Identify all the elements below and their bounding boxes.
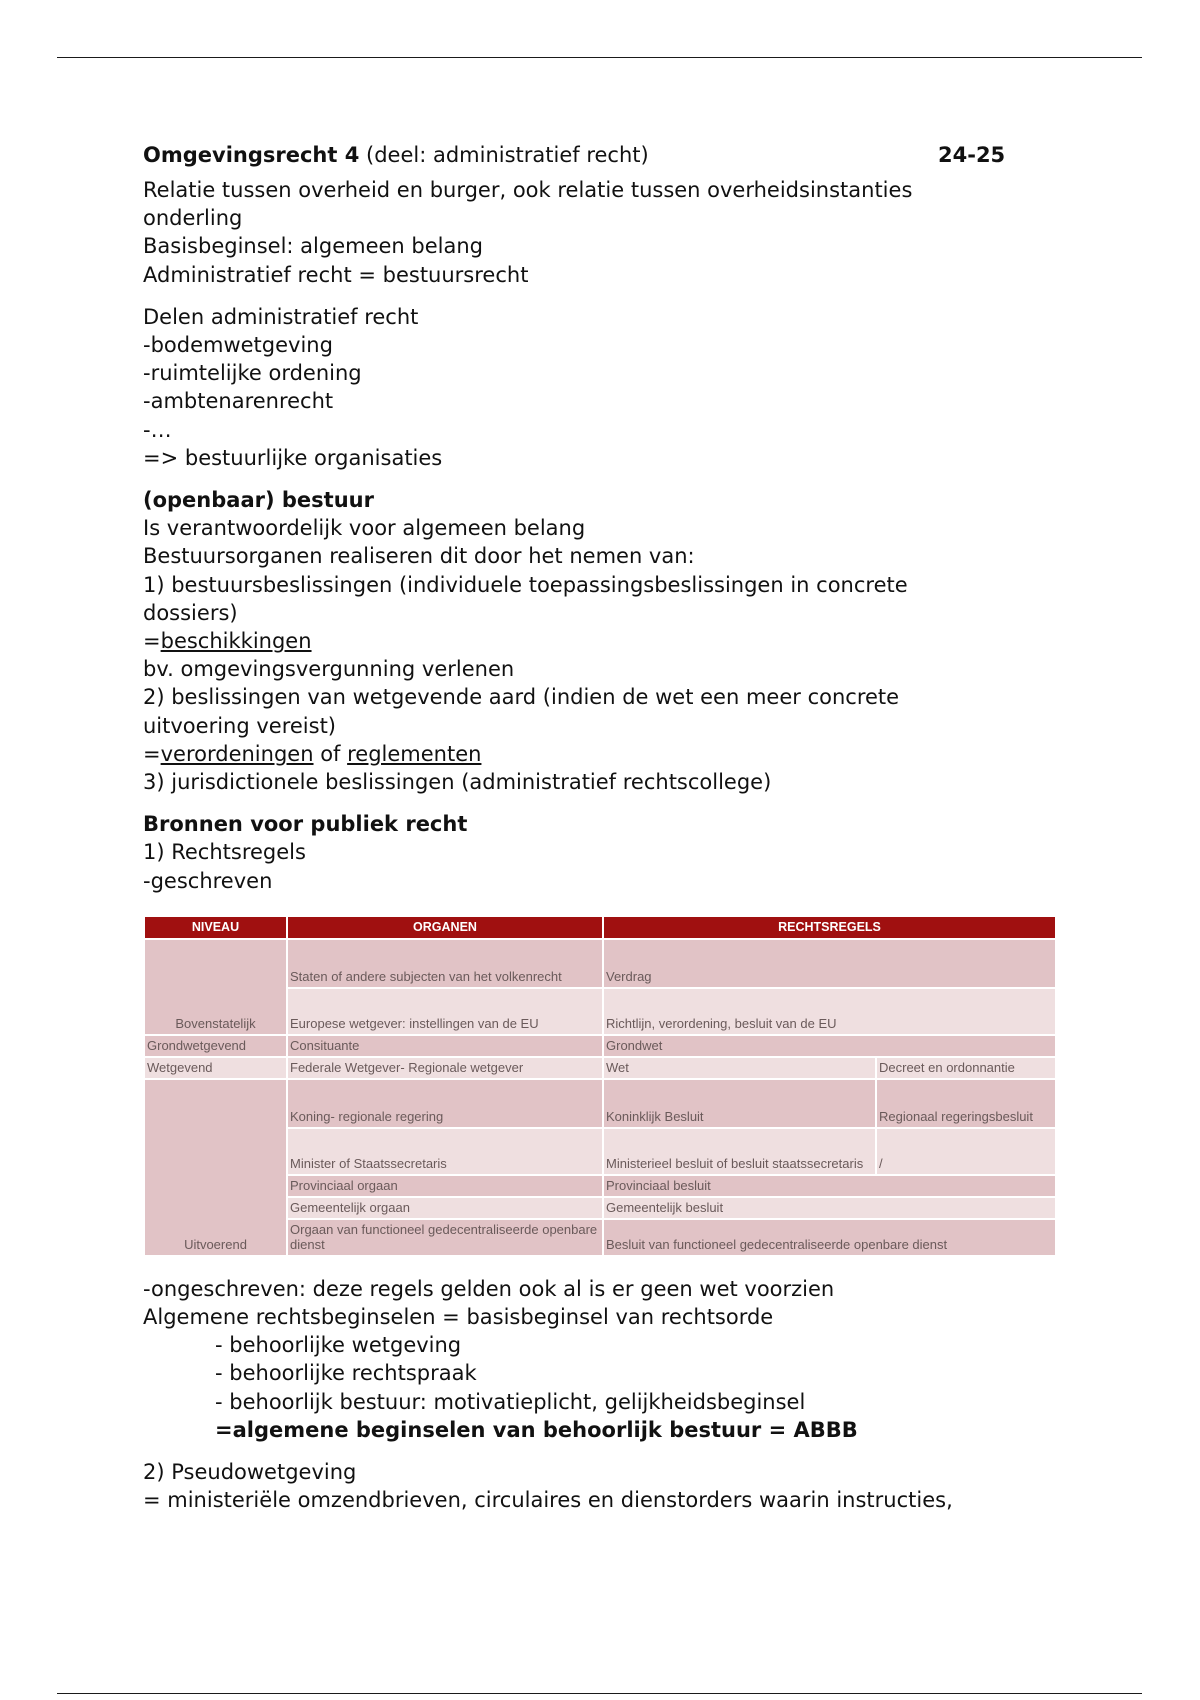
connector-text: of <box>313 741 348 766</box>
organ-cell: Orgaan van functioneel gedecentraliseerde openbare dienst <box>287 1219 603 1256</box>
regel-cell: Ministerieel besluit of besluit staatssecretaris <box>603 1128 876 1175</box>
top-rule <box>57 57 1142 58</box>
beginsel-item: - behoorlijk bestuur: motivatieplicht, gelijkheidsbeginsel <box>215 1389 806 1414</box>
intro-line: Relatie tussen overheid en burger, ook relatie tussen overheidsinstanties <box>143 178 913 202</box>
beginsel-item: - behoorlijke rechtspraak <box>215 1361 477 1386</box>
delen-item: -ambtenarenrecht <box>143 389 334 414</box>
header-niveau: NIVEAU <box>144 916 287 939</box>
bestuur-heading: (openbaar) bestuur <box>143 488 374 513</box>
verordeningen-line <box>143 740 1063 768</box>
title-subtitle: (deel: administratief recht) <box>359 143 649 167</box>
niveau-cell: Bovenstatelijk <box>144 939 287 1035</box>
bestuur-line: 3) jurisdictionele beslissingen (administratief rechtscollege) <box>143 770 772 795</box>
organ-cell: Minister of Staatssecretaris <box>287 1128 603 1175</box>
beginsel-item: - behoorlijke wetgeving <box>215 1333 462 1358</box>
document-title <box>143 140 1063 176</box>
document-page <box>143 140 1063 1515</box>
table-row <box>144 939 1056 988</box>
regel-cell: Besluit van functioneel gedecentraliseerde openbare dienst <box>603 1219 1056 1256</box>
verordeningen-term: verordeningen <box>160 741 314 766</box>
bottom-rule <box>57 1693 1142 1694</box>
header-rechtsregels: RECHTSREGELS <box>603 916 1056 939</box>
beschikkingen-term: beschikkingen <box>160 629 312 654</box>
intro-line: Administratief recht = bestuursrecht <box>143 262 529 287</box>
regel-cell: Wet <box>603 1057 876 1079</box>
bestuur-line: dossiers) <box>143 600 238 625</box>
bestuur-line: 1) bestuursbeslissingen (individuele toepassingsbeslissingen in concrete <box>143 572 908 597</box>
delen-item: -bodemwetgeving <box>143 333 333 358</box>
academic-year: 24-25 <box>938 143 1006 167</box>
regel-cell: Verdrag <box>603 939 1056 988</box>
reglementen-term: reglementen <box>347 741 482 766</box>
regel-cell: Grondwet <box>603 1035 1056 1057</box>
regel-cell: Provinciaal besluit <box>603 1175 1056 1197</box>
niveau-cell: Wetgevend <box>144 1057 287 1079</box>
rechtsbronnen-table <box>143 915 1057 1257</box>
table-row <box>144 1079 1056 1128</box>
organ-cell: Gemeentelijk orgaan <box>287 1197 603 1219</box>
bestuur-line: uitvoering vereist) <box>143 713 336 738</box>
regel-cell: Richtlijn, verordening, besluit van de EU <box>603 988 1056 1035</box>
organ-cell: Staten of andere subjecten van het volkenrecht <box>287 939 603 988</box>
regel-cell: / <box>876 1128 1056 1175</box>
title-bold: Omgevingsrecht 4 <box>143 143 360 167</box>
bestuur-line: Is verantwoordelijk voor algemeen belang <box>143 516 586 541</box>
regel-cell: Koninklijk Besluit <box>603 1079 876 1128</box>
organ-cell: Provinciaal orgaan <box>287 1175 603 1197</box>
delen-item: -ruimtelijke ordening <box>143 361 362 386</box>
niveau-cell: Uitvoerend <box>144 1079 287 1256</box>
delen-heading: Delen administratief recht <box>143 304 419 329</box>
bestuur-line: Bestuursorganen realiseren dit door het nemen van: <box>143 544 695 569</box>
equals-sign: = <box>143 741 161 766</box>
header-organen: ORGANEN <box>287 916 603 939</box>
regel-cell: Gemeentelijk besluit <box>603 1197 1056 1219</box>
bestuur-line: 2) beslissingen van wetgevende aard (indien de wet een meer concrete <box>143 685 900 710</box>
table-row <box>144 1057 1056 1079</box>
intro-line: onderling <box>143 206 243 231</box>
organ-cell: Europese wetgever: instellingen van de EU <box>287 988 603 1035</box>
bronnen-line: -geschreven <box>143 868 273 893</box>
organ-cell: Koning- regionale regering <box>287 1079 603 1128</box>
bronnen-heading: Bronnen voor publiek recht <box>143 812 468 837</box>
pseudo-heading: 2) Pseudowetgeving <box>143 1460 357 1485</box>
table-header-row <box>144 916 1056 939</box>
niveau-cell: Grondwetgevend <box>144 1035 287 1057</box>
bestuur-line: bv. omgevingsvergunning verlenen <box>143 657 515 682</box>
organ-cell: Federale Wetgever- Regionale wetgever <box>287 1057 603 1079</box>
delen-result: => bestuurlijke organisaties <box>143 445 443 470</box>
bronnen-line: 1) Rechtsregels <box>143 840 306 865</box>
abbb-definition: =algemene beginselen van behoorlijk bestuur = ABBB <box>215 1417 858 1442</box>
pseudo-line: = ministeriële omzendbrieven, circulaires en dienstorders waarin instructies, <box>143 1488 953 1513</box>
equals-sign: = <box>143 629 161 654</box>
ongeschreven-line: -ongeschreven: deze regels gelden ook al is er geen wet voorzien <box>143 1276 835 1301</box>
ongeschreven-line: Algemene rechtsbeginselen = basisbeginsel van rechtsorde <box>143 1305 774 1330</box>
delen-item: -… <box>143 417 172 442</box>
intro-line: Basisbeginsel: algemeen belang <box>143 234 483 259</box>
table-row <box>144 1035 1056 1057</box>
regel-cell: Regionaal regeringsbesluit <box>876 1079 1056 1128</box>
regel-cell: Decreet en ordonnantie <box>876 1057 1056 1079</box>
beschikkingen-line <box>143 627 1063 655</box>
organ-cell: Consituante <box>287 1035 603 1057</box>
